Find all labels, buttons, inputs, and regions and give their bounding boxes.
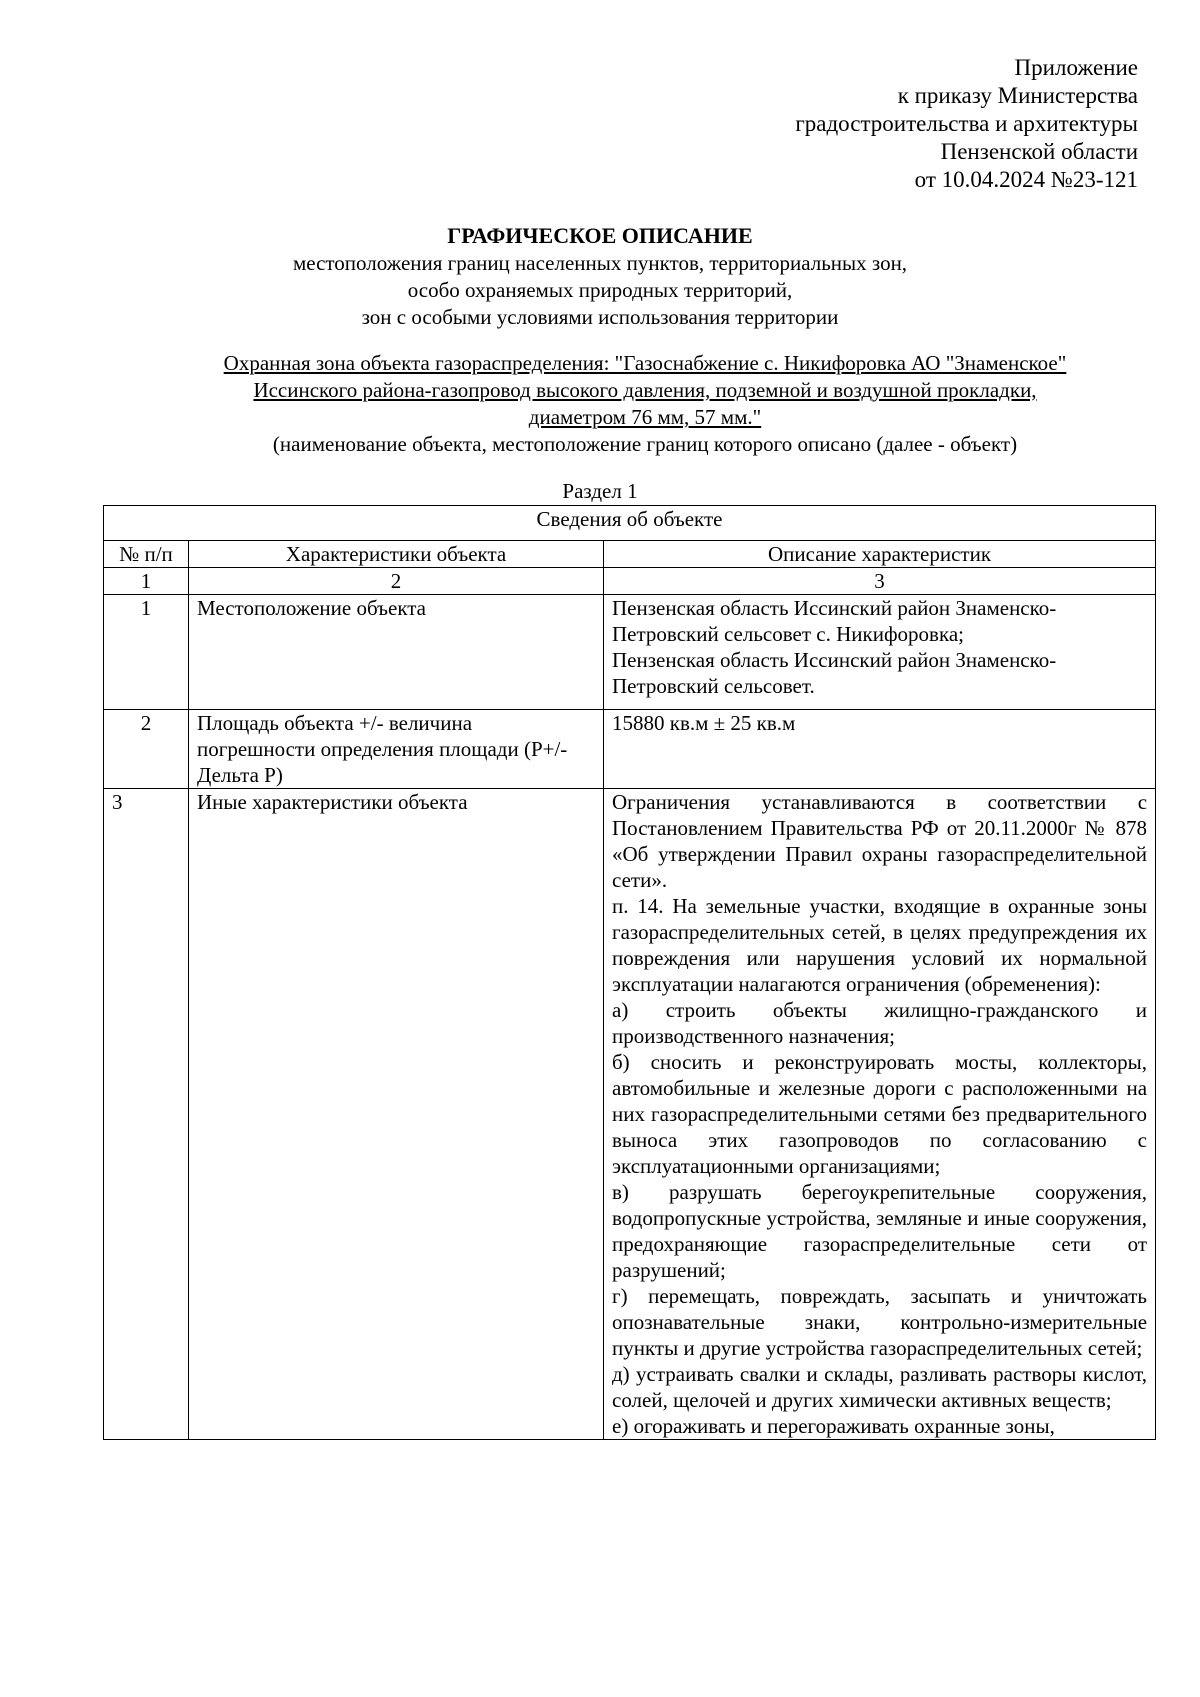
appendix-header <box>795 54 1138 194</box>
column-number: 2 <box>189 568 604 595</box>
column-header: Характеристики объекта <box>189 541 604 568</box>
object-info-table <box>103 505 1156 1440</box>
object-name-line: Охранная зона объекта газораспределения: "Газоснабжение с. Никифоровка АО "Знаменское" <box>223 351 1067 375</box>
table-row <box>104 595 1156 710</box>
description-paragraph: а) строить объекты жилищно-гражданского и производственного назначения; <box>612 998 1148 1048</box>
table-row <box>104 789 1156 1440</box>
column-number: 3 <box>604 568 1156 595</box>
subtitle-line: местоположения границ населенных пунктов, территориальных зон, <box>292 251 908 275</box>
description-paragraph: 15880 кв.м ± 25 кв.м <box>612 711 796 735</box>
column-header: № п/п <box>104 541 189 568</box>
appendix-line: к приказу Министерства <box>897 83 1138 108</box>
description-paragraph: п. 14. На земельные участки, входящие в охранные зоны газораспределительных сетей, в целях предупреждения их повреждения или нарушения условий их нормальной эксплуатации налагаются ограничения (обременения): <box>612 894 1148 996</box>
row-number: 1 <box>104 595 189 710</box>
row-characteristic: Местоположение объекта <box>189 595 604 710</box>
title-block <box>100 222 1100 331</box>
row-number: 3 <box>104 789 189 1440</box>
subtitle-line: особо охраняемых природных территорий, <box>407 278 793 302</box>
description-paragraph: Ограничения устанавливаются в соответствии с Постановлением Правительства РФ от 20.11.2000г № 878 «Об утверждении Правил охраны газораспределительной сети». <box>612 790 1148 892</box>
column-header: Описание характеристик <box>604 541 1156 568</box>
appendix-line: от 10.04.2024 №23-121 <box>914 167 1138 192</box>
column-number: 1 <box>104 568 189 595</box>
document-title: ГРАФИЧЕСКОЕ ОПИСАНИЕ <box>447 223 753 248</box>
description-paragraph: б) сносить и реконструировать мосты, коллекторы, автомобильные и железные дороги с расположенными на них газораспределительными сетями без предварительного выноса этих газопроводов по согласованию с эксплуатационными организациями; <box>612 1050 1148 1178</box>
description-paragraph: Пензенская область Иссинский район Знаменско-Петровский сельсовет с. Никифоровка; <box>612 596 1057 646</box>
table-caption: Сведения об объекте <box>104 506 1156 541</box>
description-paragraph: г) перемещать, повреждать, засыпать и уничтожать опознавательные знаки, контрольно-измерительные пункты и другие устройства газораспределительных сетей; <box>612 1284 1148 1360</box>
appendix-line: Приложение <box>1014 55 1138 80</box>
appendix-line: Пензенской области <box>940 139 1138 164</box>
section-label: Раздел 1 <box>562 479 638 503</box>
description-paragraph: Пензенская область Иссинский район Знаменско-Петровский сельсовет. <box>612 648 1057 698</box>
description-paragraph: в) разрушать берегоукрепительные сооружения, водопропускные устройства, земляные и иные сооружения, предохраняющие газораспределительные сети от разрушений; <box>612 1180 1148 1282</box>
subtitle-line: зон с особыми условиями использования территории <box>361 305 839 329</box>
row-characteristic: Площадь объекта +/- величина погрешности определения площади (Р+/- Дельта Р) <box>189 710 604 789</box>
row-characteristic: Иные характеристики объекта <box>189 789 604 1440</box>
row-description <box>604 710 1156 789</box>
object-name-line: диаметром 76 мм, 57 мм." <box>528 405 762 429</box>
row-description <box>604 595 1156 710</box>
description-paragraph: е) огораживать и перегораживать охранные зоны, <box>612 1414 1055 1438</box>
table-row <box>104 710 1156 789</box>
row-description <box>604 789 1156 1440</box>
object-caption: (наименование объекта, местоположение границ которого описано (далее - объект) <box>272 432 1018 456</box>
object-block <box>100 350 1190 458</box>
object-name-line: Иссинского района-газопровод высокого давления, подземной и воздушной прокладки, <box>253 378 1037 402</box>
row-number: 2 <box>104 710 189 789</box>
description-paragraph: д) устраивать свалки и склады, разливать растворы кислот, солей, щелочей и других химически активных веществ; <box>612 1362 1148 1412</box>
appendix-line: градостроительства и архитектуры <box>795 111 1138 136</box>
